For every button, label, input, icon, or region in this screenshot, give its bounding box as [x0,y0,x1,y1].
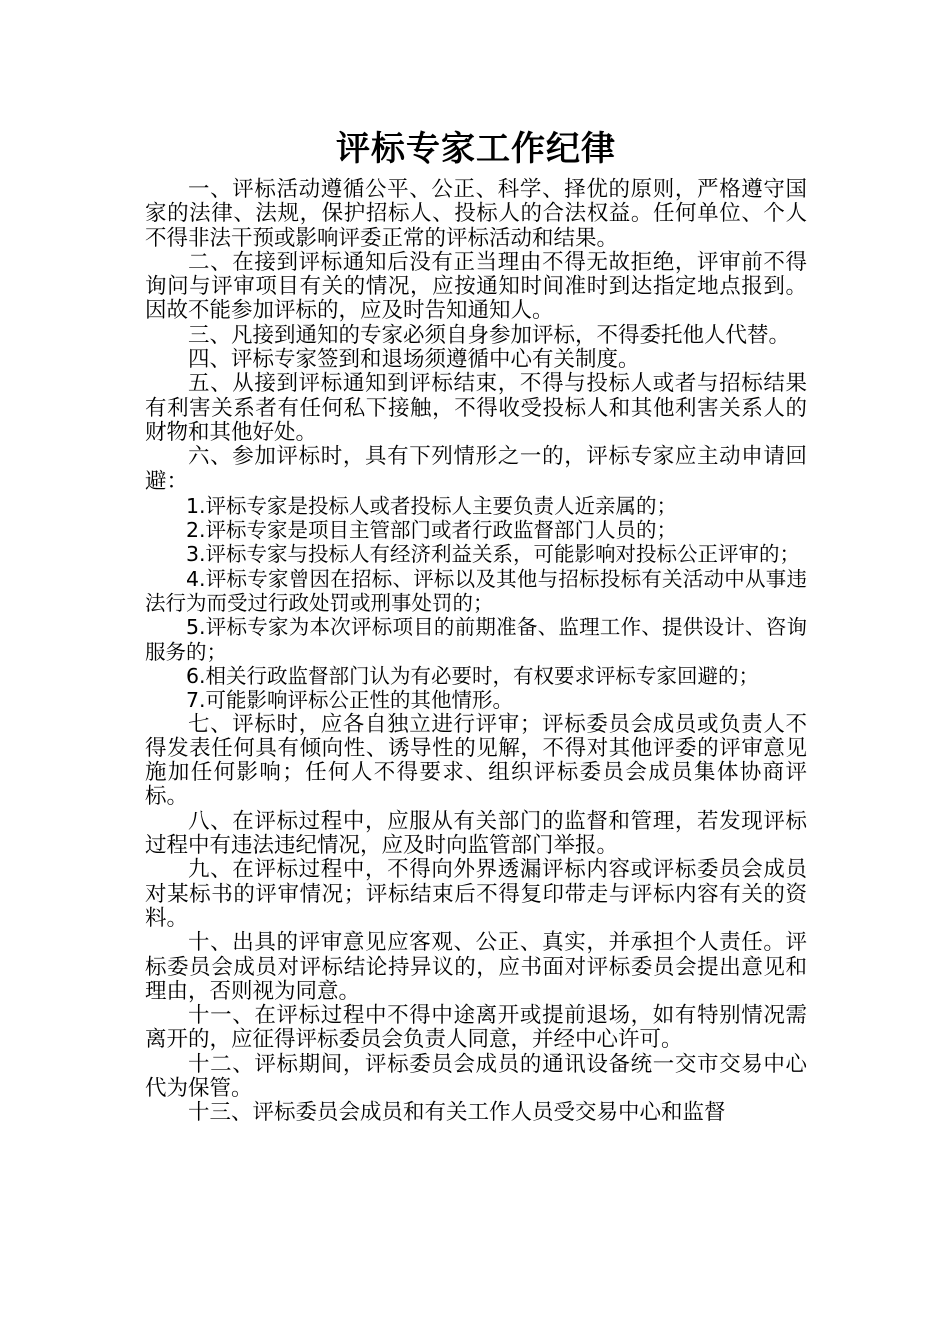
article-2: 二、在接到评标通知后没有正当理由不得无故拒绝，评审前不得询问与评审项目有关的情况，应按通知时间准时到达指定地点报到。因故不能参加评标的，应及时告知通知人。 [145,249,807,324]
article-13: 十三、评标委员会成员和有关工作人员受交易中心和监督 [188,1100,726,1126]
article-4: 四、评标专家签到和退场须遵循中心有关制度。 [188,347,640,373]
document-title: 评标专家工作纪律 [336,129,616,169]
article-12: 十二、评标期间，评标委员会成员的通讯设备统一交市交易中心代为保管。 [145,1051,807,1101]
article-10: 十、出具的评审意见应客观、公正、真实，并承担个人责任。评标委员会成员对评标结论持异议的，应书面对评标委员会提出意见和理由，否则视为同意。 [145,930,807,1004]
article-3: 三、凡接到通知的专家必须自身参加评标，不得委托他人代替。 [188,322,791,348]
article-7: 七、评标时，应各自独立进行评审；评标委员会成员或负责人不得发表任何具有倾向性、诱导性的见解，不得对其他评委的评审意见施加任何影响；任何人不得要求、组织评标委员会成员集体协商评标。 [145,711,807,810]
article-6-item-3: 3.评标专家与投标人有经济利益关系，可能影响对投标公正评审的； [186,542,801,567]
article-6-item-5: 5.评标专家为本次评标项目的前期准备、监理工作、提供设计、咨询服务的； [145,615,807,664]
article-6-item-1: 1.评标专家是投标人或者投标人主要负责人近亲属的； [186,493,678,518]
article-6-item-6: 6.相关行政监督部门认为有必要时，有权要求评标专家回避的； [186,663,760,688]
article-6-item-2: 2.评标专家是项目主管部门或者行政监督部门人员的； [186,518,678,543]
article-6-item-7: 7.可能影响评标公正性的其他情形。 [186,688,514,713]
article-9: 九、在评标过程中，不得向外界透漏评标内容或评标委员会成员对某标书的评审情况；评标结束后不得复印带走与评标内容有关的资料。 [145,857,807,931]
article-6: 六、参加评标时，具有下列情形之一的，评标专家应主动申请回避： [145,444,807,494]
article-8: 八、在评标过程中，应服从有关部门的监督和管理，若发现评标过程中有违法违纪情况，应及时向监管部门举报。 [145,808,807,859]
article-5: 五、从接到评标通知到评标结束，不得与投标人或者与招标结果有利害关系者有任何私下接触，不得收受投标人和其他利害关系人的财物和其他好处。 [145,371,807,445]
document-page [145,120,807,1126]
article-1: 一、评标活动遵循公平、公正、科学、择优的原则，严格遵守国家的法律、法规，保护招标人、投标人的合法权益。任何单位、个人不得非法干预或影响评委正常的评标活动和结果。 [145,177,807,251]
article-6-item-4: 4.评标专家曾因在招标、评标以及其他与招标投标有关活动中从事违法行为而受过行政处罚或刑事处罚的； [145,566,807,616]
article-11: 十一、在评标过程中不得中途离开或提前退场，如有特别情况需离开的，应征得评标委员会负责人同意，并经中心许可。 [145,1003,807,1053]
